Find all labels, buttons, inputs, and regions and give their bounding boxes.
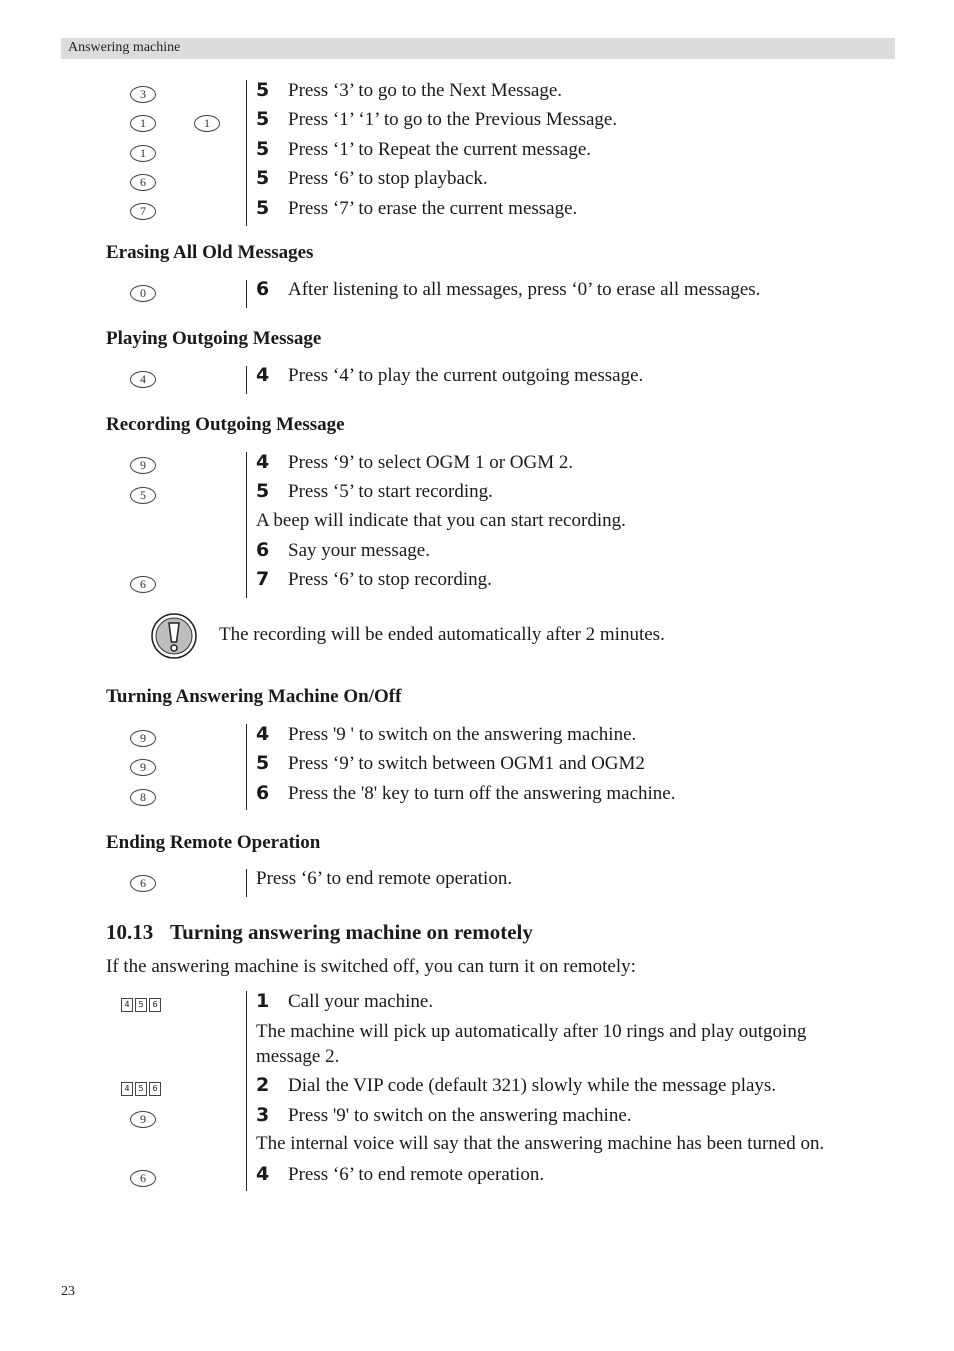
step-divider (246, 80, 247, 226)
keypad-icon (121, 1082, 161, 1096)
note-internal-voice: The internal voice will say that the answering machine has been turned on. (256, 1133, 825, 1154)
step-switch-off (256, 782, 675, 805)
key-1-icon: 1 (130, 145, 156, 162)
step-erase-all (256, 278, 760, 301)
step-number: 4 (256, 451, 270, 473)
step-switch-on-remote (256, 1104, 632, 1127)
key-5-icon: 5 (130, 487, 156, 504)
step-text: Call your machine. (288, 991, 434, 1012)
section-intro: If the answering machine is switched off, you can turn it on remotely: (106, 956, 636, 977)
step-text: Press ‘9’ to select OGM 1 or OGM 2. (288, 452, 574, 473)
step-text: Press '9 ' to switch on the answering machine. (288, 724, 637, 745)
key-4-icon: 4 (130, 371, 156, 388)
heading-on-off: Turning Answering Machine On/Off (106, 686, 402, 707)
step-text: Press ‘1’ to Repeat the current message. (288, 139, 592, 160)
step-number: 5 (256, 138, 270, 160)
step-play-ogm (256, 364, 643, 387)
keypad-key: 5 (135, 998, 147, 1012)
step-text: Press ‘4’ to play the current outgoing message. (288, 365, 644, 386)
step-text: Press ‘9’ to switch between OGM1 and OGM2 (288, 753, 645, 774)
running-header (61, 38, 895, 59)
step-next-message (256, 79, 562, 102)
section-title (106, 920, 533, 945)
step-text: Press ‘3’ to go to the Next Message. (288, 80, 563, 101)
step-text: Say your message. (288, 540, 430, 561)
key-9-icon: 9 (130, 730, 156, 747)
heading-erase-all: Erasing All Old Messages (106, 242, 314, 263)
step-number: 4 (256, 723, 270, 745)
step-number: 6 (256, 539, 270, 561)
step-text: Press ‘6’ to end remote operation. (288, 1164, 545, 1185)
step-switch-on (256, 723, 636, 746)
key-3-icon: 3 (130, 86, 156, 103)
heading-play-ogm: Playing Outgoing Message (106, 328, 322, 349)
step-repeat-message (256, 138, 591, 161)
key-7-icon: 7 (130, 203, 156, 220)
step-text: Press the '8' key to turn off the answering machine. (288, 783, 676, 804)
step-say-message (256, 539, 430, 562)
key-9-icon: 9 (130, 457, 156, 474)
keypad-key: 6 (149, 1082, 161, 1096)
step-text: Press ‘6’ to stop recording. (288, 569, 492, 590)
keypad-icon (121, 998, 161, 1012)
step-number: 6 (256, 782, 270, 804)
step-previous-message (256, 108, 617, 131)
note-beep: A beep will indicate that you can start recording. (256, 510, 626, 531)
step-number: 4 (256, 364, 270, 386)
header-title: Answering machine (68, 40, 181, 55)
key-6-icon: 6 (130, 576, 156, 593)
step-text: After listening to all messages, press ‘0’ to erase all messages. (288, 279, 761, 300)
key-6-icon: 6 (130, 875, 156, 892)
step-erase-message (256, 197, 577, 220)
step-number: 5 (256, 108, 270, 130)
key-6-icon: 6 (130, 1170, 156, 1187)
key-8-icon: 8 (130, 789, 156, 806)
warning-text: The recording will be ended automatically after 2 minutes. (219, 624, 665, 645)
step-number: 2 (256, 1074, 270, 1096)
step-call-machine (256, 990, 433, 1013)
note-pickup: The machine will pick up automatically after 10 rings and play outgoing message 2. (256, 1021, 807, 1067)
keypad-key: 4 (121, 1082, 133, 1096)
step-stop-playback (256, 167, 488, 190)
step-divider (246, 991, 247, 1191)
step-text: Press ‘6’ to stop playback. (288, 168, 488, 189)
heading-record-ogm: Recording Outgoing Message (106, 414, 345, 435)
step-divider (246, 366, 247, 394)
step-divider (246, 724, 247, 810)
step-number: 5 (256, 197, 270, 219)
step-number: 6 (256, 278, 270, 300)
step-divider (246, 280, 247, 308)
keypad-key: 5 (135, 1082, 147, 1096)
step-select-ogm (256, 451, 573, 474)
step-number: 5 (256, 167, 270, 189)
page-number: 23 (61, 1284, 75, 1299)
step-text: Press '9' to switch on the answering machine. (288, 1105, 632, 1126)
step-number: 4 (256, 1163, 270, 1185)
key-9-icon: 9 (130, 1111, 156, 1128)
keypad-key: 6 (149, 998, 161, 1012)
step-divider (246, 869, 247, 897)
keypad-key: 4 (121, 998, 133, 1012)
step-divider (246, 452, 247, 598)
warning-icon (151, 613, 197, 659)
key-6-icon: 6 (130, 174, 156, 191)
step-number: 5 (256, 480, 270, 502)
section-title-text: Turning answering machine on remotely (170, 920, 533, 944)
key-1-icon: 1 (194, 115, 220, 132)
step-number: 5 (256, 79, 270, 101)
step-switch-ogm (256, 752, 645, 775)
step-text: Dial the VIP code (default 321) slowly while the message plays. (288, 1075, 777, 1096)
step-number: 5 (256, 752, 270, 774)
key-9-icon: 9 (130, 759, 156, 776)
step-number: 3 (256, 1104, 270, 1126)
step-text: Press ‘7’ to erase the current message. (288, 198, 578, 219)
step-text: Press ‘5’ to start recording. (288, 481, 493, 502)
step-end-remote (256, 1163, 544, 1186)
step-text: Press ‘1’ ‘1’ to go to the Previous Message. (288, 109, 618, 130)
step-number: 1 (256, 990, 270, 1012)
step-number: 7 (256, 568, 270, 590)
end-remote-text: Press ‘6’ to end remote operation. (256, 868, 513, 889)
section-number: 10.13 (106, 920, 154, 944)
step-dial-vip (256, 1074, 776, 1097)
key-0-icon: 0 (130, 285, 156, 302)
key-1-icon: 1 (130, 115, 156, 132)
step-stop-recording (256, 568, 492, 591)
heading-end-remote: Ending Remote Operation (106, 832, 321, 853)
step-start-recording (256, 480, 493, 503)
